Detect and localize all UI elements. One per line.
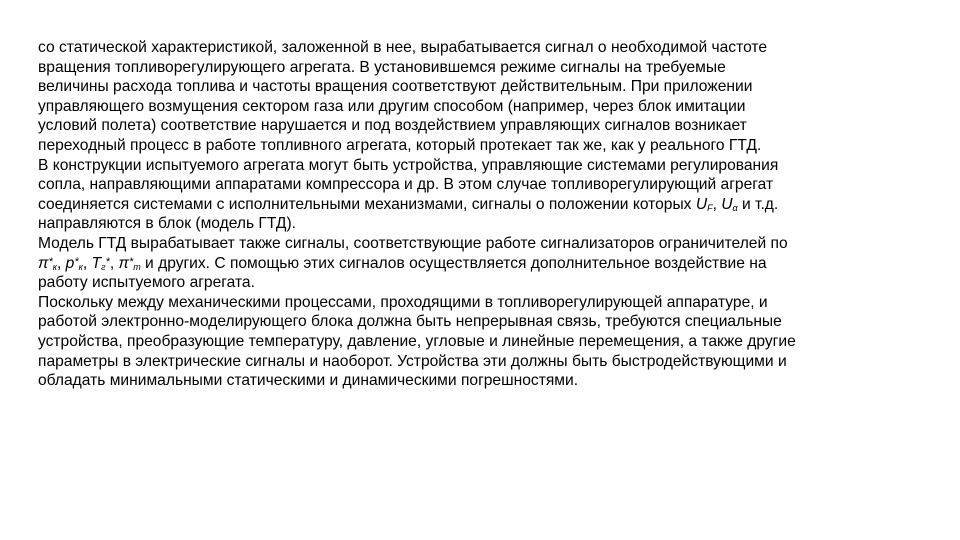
paragraph-3 xyxy=(38,234,918,293)
text-line: направляются в блок (модель ГТД). xyxy=(38,215,296,233)
text-line: устройства, преобразующие температуру, давление, угловые и линейные перемещения, а также другие xyxy=(38,332,796,350)
symbol-base: U xyxy=(695,195,708,213)
text-line: со статической характеристикой, заложенной в нее, вырабатывается сигнал о необходимой частоте xyxy=(38,39,768,56)
symbol-base: π xyxy=(38,254,49,272)
text-line: сопла, направляющими аппаратами компрессора и др. В этом случае топливорегулирующий агрегат xyxy=(38,176,774,194)
text-line: управляющего возмущения сектором газа или другим способом (например, через блок имитации xyxy=(38,97,746,115)
text-line: условий полета) соответствие нарушается и под воздействием управляющих сигналов возникает xyxy=(38,117,747,135)
symbol-superscript: * xyxy=(48,255,53,268)
paragraph-4 xyxy=(38,293,918,391)
text-run: и других. С помощью этих сигналов осуществляется дополнительное воздействие на xyxy=(140,254,767,272)
text-line: параметры в электрические сигналы и наоборот. Устройства эти должны быть быстродействующими и xyxy=(38,352,787,370)
text-line: работу испытуемого агрегата. xyxy=(38,274,255,292)
symbol-pi-k xyxy=(38,255,57,272)
symbol-base: p xyxy=(65,254,75,272)
symbol-pi-t xyxy=(118,255,140,272)
separator: , xyxy=(56,254,66,272)
paragraph-1 xyxy=(38,38,918,156)
symbol-subscript: к xyxy=(78,261,83,272)
paragraph-2 xyxy=(38,156,918,234)
symbol-u-alpha xyxy=(721,196,737,213)
symbol-t-g xyxy=(92,255,110,272)
symbol-superscript: * xyxy=(74,255,79,268)
text-line: работой электронно-моделирующего блока должна быть непрерывная связь, требуются специальные xyxy=(38,313,782,331)
text-line: Поскольку между механическими процессами, проходящими в топливорегулирующей аппаратуре, и xyxy=(38,293,768,311)
symbol-base: U xyxy=(721,195,733,213)
text-line-with-symbols xyxy=(38,254,918,274)
symbol-base: π xyxy=(118,254,129,272)
symbol-subscript: α xyxy=(732,202,738,213)
symbol-subscript: т xyxy=(133,261,141,272)
symbol-subscript: г xyxy=(101,261,106,272)
body-text xyxy=(38,38,918,391)
symbol-p-k xyxy=(66,255,83,272)
symbol-subscript: к xyxy=(52,261,57,272)
text-run: и т.д. xyxy=(737,195,779,213)
symbol-subscript: F xyxy=(707,202,713,213)
text-line: Модель ГТД вырабатывает также сигналы, соответствующие работе сигнализаторов ограничителей по xyxy=(38,234,788,252)
text-line: переходный процесс в работе топливного агрегата, который протекает так же, как у реального ГТД. xyxy=(38,136,762,154)
text-line: вращения топливорегулирующего агрегата. В установившемся режиме сигналы на требуемые xyxy=(38,58,726,76)
symbol-base: T xyxy=(91,254,102,272)
text-line: обладать минимальными статическими и динамическими погрешностями. xyxy=(38,372,579,390)
symbol-u-f xyxy=(696,196,713,213)
separator: , xyxy=(82,254,92,272)
symbol-superscript: * xyxy=(105,255,110,268)
text-run: соединяется системами с исполнительными механизмами, сигналы о положении которых xyxy=(38,195,696,213)
text-line: В конструкции испытуемого агрегата могут быть устройства, управляющие системами регулирования xyxy=(38,156,779,174)
separator: , xyxy=(109,254,119,272)
separator: , xyxy=(712,195,722,213)
symbol-superscript: * xyxy=(128,255,134,268)
text-line-with-symbols xyxy=(38,195,918,215)
text-line: величины расхода топлива и частоты вращения соответствуют действительным. При приложении xyxy=(38,78,753,96)
